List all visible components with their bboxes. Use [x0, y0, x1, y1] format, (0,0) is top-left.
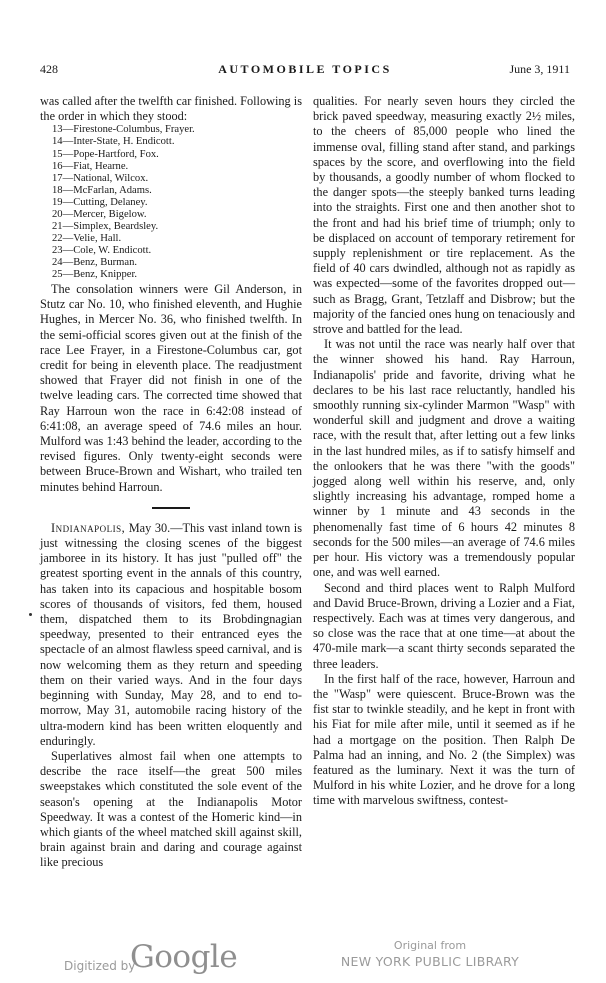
standings-list: [52, 124, 302, 281]
halfover-paragraph: It was not until the race was nearly half over that the winner showed his hand. Ray Harroun, Indianapolis' pride and favorite, driving what he declares to be his last race reluctantly, handled his smoothly running six-cylinder Marmon "Wasp" with wonderful skill and judgment and drove a waiting race, with the result that, after letting out a few links in the last hundred miles, as if to satisfy himself and the onlookers that he was there "with the goods" jogged along well within his reserve, and, only slightly increasing his advantage, romped home a winner by 1 minute and 43 seconds in the phenomenally fast time of 6 hours 42 minutes 8 seconds for the 500 miles—an average of 74.6 miles per hour. His victory was a tremendously popular one, and was well earned.: [313, 337, 575, 580]
superlatives-paragraph: Superlatives almost fail when one attempts to describe the race itself—the great 500 miles sweepstakes which constituted the sole event of the season's opening at the Indianapolis Motor Speedway. It was a contest of the Homeric kind—in which giants of the wheel matched skill against skill, brain against brain and daring and courage against like precious: [40, 748, 302, 870]
standing-item: 17—National, Wilcox.: [52, 172, 149, 184]
margin-speck: [29, 613, 32, 616]
standing-item: 21—Simplex, Beardsley.: [52, 220, 159, 232]
journal-title: AUTOMOBILE TOPICS: [218, 62, 392, 76]
page-number: 428: [40, 62, 58, 76]
standing-item: 16—Fiat, Hearne.: [52, 160, 129, 172]
standing-item: 22—Velie, Hall.: [52, 232, 122, 244]
dateline-paragraph: [40, 521, 302, 749]
section-divider: [152, 507, 190, 509]
library-name: NEW YORK PUBLIC LIBRARY: [340, 954, 520, 969]
standing-item: 23—Cole, W. Endicott.: [52, 244, 152, 256]
intro-paragraph: was called after the twelfth car finished. Following is the order in which they stood:: [40, 94, 302, 124]
google-logo: Google: [130, 939, 238, 975]
standing-item: 19—Cutting, Delaney.: [52, 196, 148, 208]
digitization-footer: [0, 935, 606, 983]
standing-item: 13—Firestone-Columbus, Frayer.: [52, 124, 195, 136]
first-half-paragraph: In the first half of the race, however, Harroun and the "Wasp" were quiescent. Bruce-Brown was the fist star to twinkle steadily, and he kept in front with his Fiat for mile after mile, until it seemed as if he had a mortgage on the position. Then Ralph De Palma had an inning, and No. 2 (the Simplex) was featured as the luminary. Next it was the turn of Mulford in his white Lozier, and he drove for a long time with marvelous swiftness, contest-: [313, 671, 575, 808]
library-credit: [340, 939, 520, 971]
issue-date: June 3, 1911: [509, 62, 570, 76]
left-column: [40, 94, 302, 871]
standing-item: 14—Inter-State, H. Endicott.: [52, 136, 175, 148]
original-from-label: Original from: [393, 939, 467, 952]
running-header: [40, 62, 570, 82]
standing-item: 25—Benz, Knipper.: [52, 268, 138, 280]
standing-item: 15—Pope-Hartford, Fox.: [52, 148, 159, 160]
dateline-paragraph-text: May 30.—This vast inland town is just witnessing the closing scenes of the biggest jamboree in its history. It has just "pulled off" the greatest sporting event in the annals of this country, has taken into its capacious and hospitable bosom scores of thousands of visitors, fed them, housed them, dispatched them to its Brobdingnagian speedway, presented to their entranced eyes the spectacle of an almost flawless speed carnival, and is now welcoming them as they return and speeding them on their varied ways. And in the four days beginning with Sunday, May 28, and to end to-morrow, May 31, automobile racing history of the ultra-modern kind has been written eloquently and enduringly.: [40, 520, 302, 748]
standing-item: 24—Benz, Burman.: [52, 256, 138, 268]
right-column: [313, 94, 575, 809]
second-third-paragraph: Second and third places went to Ralph Mulford and David Bruce-Brown, driving a Lozier and a Fiat, respectively. Each was at times very dangerous, and so close was the race that at one time—at about the 470-mile mark—a scant thirty seconds separated the three leaders.: [313, 580, 575, 671]
continued-paragraph: qualities. For nearly seven hours they circled the brick paved speedway, measuring exactly 2½ miles, to the cheers of 85,000 people who lined the immense oval, filling stand after stand, and parkings spaces by the score, and overflowing into the field by thousands, a goodly number of whom flocked to the danger spots—the steeply banked turns leading into the straights. First one and then another shot to the front and had his brief time of triumph; only to be displaced on account of temporary retirement for supply replenishment or tire replacement. As the field of 40 cars dwindled, although not as rapidly as was expected—some of the favorites dropped out—such as Bragg, Grant, Tetzlaff and Disbrow; but the majority of the fancied ones hung on tenaciously and strove and battled for the lead.: [313, 94, 575, 337]
standing-item: 20—Mercer, Bigelow.: [52, 208, 147, 220]
dateline: Indianapolis,: [51, 520, 126, 535]
consolation-paragraph: The consolation winners were Gil Anderson, in Stutz car No. 10, who finished eleventh, and Hughie Hughes, in Mercer No. 36, who finished twelfth. In the semi-official scores given out at the finish of the race Lee Frayer, in a Firestone-Columbus car, got credit for being in eleventh place. The readjustment showed that Frayer did not finish in one of the twelve leading cars. The corrected time showed that Ray Harroun won the race in 6:42:08 instead of 6:41:08, an average speed of 74.6 miles an hour. Mulford was 1:43 behind the leader, according to the revised figures. Only twenty-eight seconds were between Bruce-Brown and Wishart, who trailed ten minutes behind Harroun.: [40, 282, 302, 494]
standing-item: 18—McFarlan, Adams.: [52, 184, 152, 196]
digitized-by-label: Digitized by: [64, 959, 136, 973]
